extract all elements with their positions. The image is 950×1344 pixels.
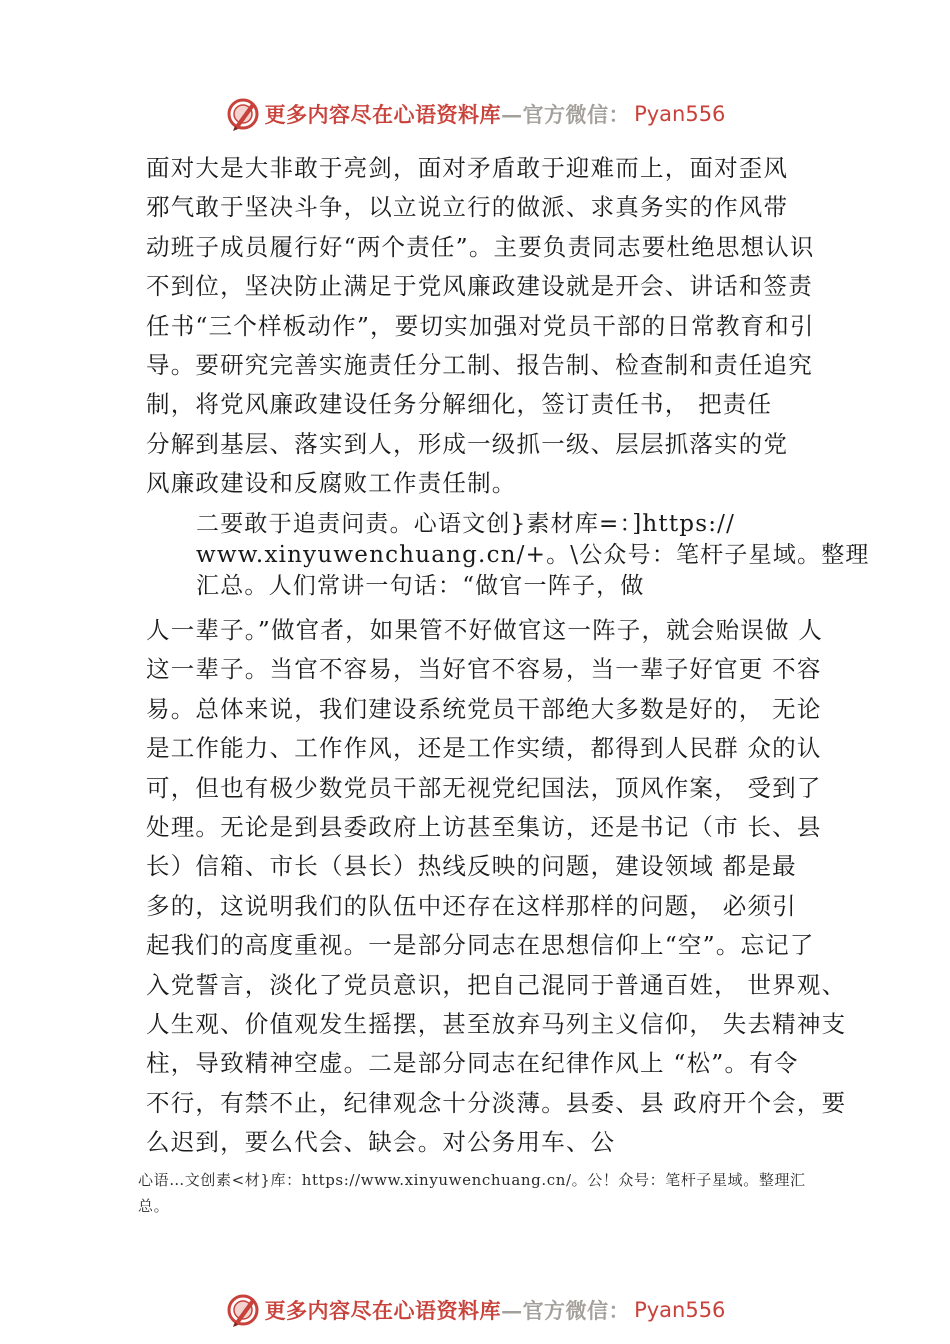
body-paragraph-1 [146, 149, 836, 504]
banner-wechat-id: Pyan556 [634, 102, 726, 126]
text-line: 么迟到，要么代会、缺会。对公务用车、公 [146, 1128, 616, 1157]
text-line: 这一辈子。当官不容易，当好官不容易，当一辈子好官更 不容 [146, 655, 822, 684]
text-line: 二要敢于追责问责。心语文创}素材库=：]https:// [196, 511, 736, 537]
text-line: 动班子成员履行好“两个责任”。主要负责同志要杜绝思想认识 [146, 232, 815, 261]
text-line: 可，但也有极少数党员干部无视党纪国法，顶风作案， 受到了 [146, 773, 822, 802]
text-line: 处理。无论是到县委政府上访甚至集访，还是书记（市 长、县 [146, 813, 822, 842]
text-line: 柱，导致精神空虚。二是部分同志在纪律作风上 “松”。有令 [146, 1049, 799, 1078]
footer-banner [0, 1288, 950, 1332]
text-line: 不到位，坚决防止满足于党风廉政建设就是开会、讲话和签责 [146, 272, 813, 301]
text-line: 人生观、价值观发生摇摆，甚至放弃马列主义信仰， 失去精神支 [146, 1010, 847, 1039]
text-line: 长）信箱、市长（县长）热线反映的问题，建设领域 都是最 [146, 852, 797, 881]
body-paragraph-2 [196, 509, 870, 602]
banner-wechat-label: —官方微信： [501, 102, 631, 127]
header-banner [0, 92, 950, 136]
text-line: 任书“三个样板动作”，要切实加强对党员干部的日常教育和引 [146, 311, 815, 340]
text-line: 风廉政建设和反腐败工作责任制。 [146, 469, 517, 498]
text-line: 是工作能力、工作作风，还是工作实绩，都得到人民群 众的认 [146, 734, 822, 763]
text-line: www.xinyuwenchuang.cn/+。\公众号：笔杆子星域。整理 [196, 542, 870, 568]
text-line: 起我们的高度重视。一是部分同志在思想信仰上“空”。忘记了 [146, 931, 815, 960]
text-line: 面对大是大非敢于亮剑，面对矛盾敢于迎难而上，面对歪风 [146, 154, 789, 182]
text-line: 制，将党风廉政建设任务分解细化，签订责任书， 把责任 [146, 390, 773, 419]
footnote [138, 1167, 838, 1219]
banner-wechat-id: Pyan556 [634, 1298, 726, 1322]
text-line: 分解到基层、落实到人，形成一级抓一级、层层抓落实的党 [146, 429, 789, 458]
text-line: 邪气敢于坚决斗争，以立说立行的做派、求真务实的作风带 [146, 193, 789, 222]
text-line: 导。要研究完善实施责任分工制、报告制、检查制和责任追究 [146, 351, 813, 380]
text-line: 多的，这说明我们的队伍中还存在这样那样的问题， 必须引 [146, 891, 797, 920]
footnote-line: 心语…文创素<材}库：https://www.xinyuwenchuang.cn/。公！众号：笔杆子星域。整理汇 [138, 1171, 806, 1189]
banner-title: 更多内容尽在心语资料库 [264, 1298, 502, 1323]
text-line: 人一辈子。”做官者，如果管不好做官这一阵子，就会贻误做 人 [146, 616, 824, 644]
banner-wechat-label: —官方微信： [501, 1298, 631, 1323]
pen-logo-icon [225, 1292, 261, 1328]
pen-logo-icon [225, 96, 261, 132]
text-line: 汇总。人们常讲一句话：“做官一阵子，做 [196, 573, 645, 599]
text-line: 易。总体来说，我们建设系统党员干部绝大多数是好的， 无论 [146, 694, 822, 723]
body-paragraph-3 [146, 611, 847, 1163]
text-line: 不行，有禁不止，纪律观念十分淡薄。县委、县 政府开个会，要 [146, 1088, 847, 1117]
text-line: 入党誓言，淡化了党员意识，把自己混同于普通百姓， 世界观、 [146, 970, 847, 999]
footnote-line: 总。 [138, 1197, 170, 1215]
banner-title: 更多内容尽在心语资料库 [264, 102, 502, 127]
